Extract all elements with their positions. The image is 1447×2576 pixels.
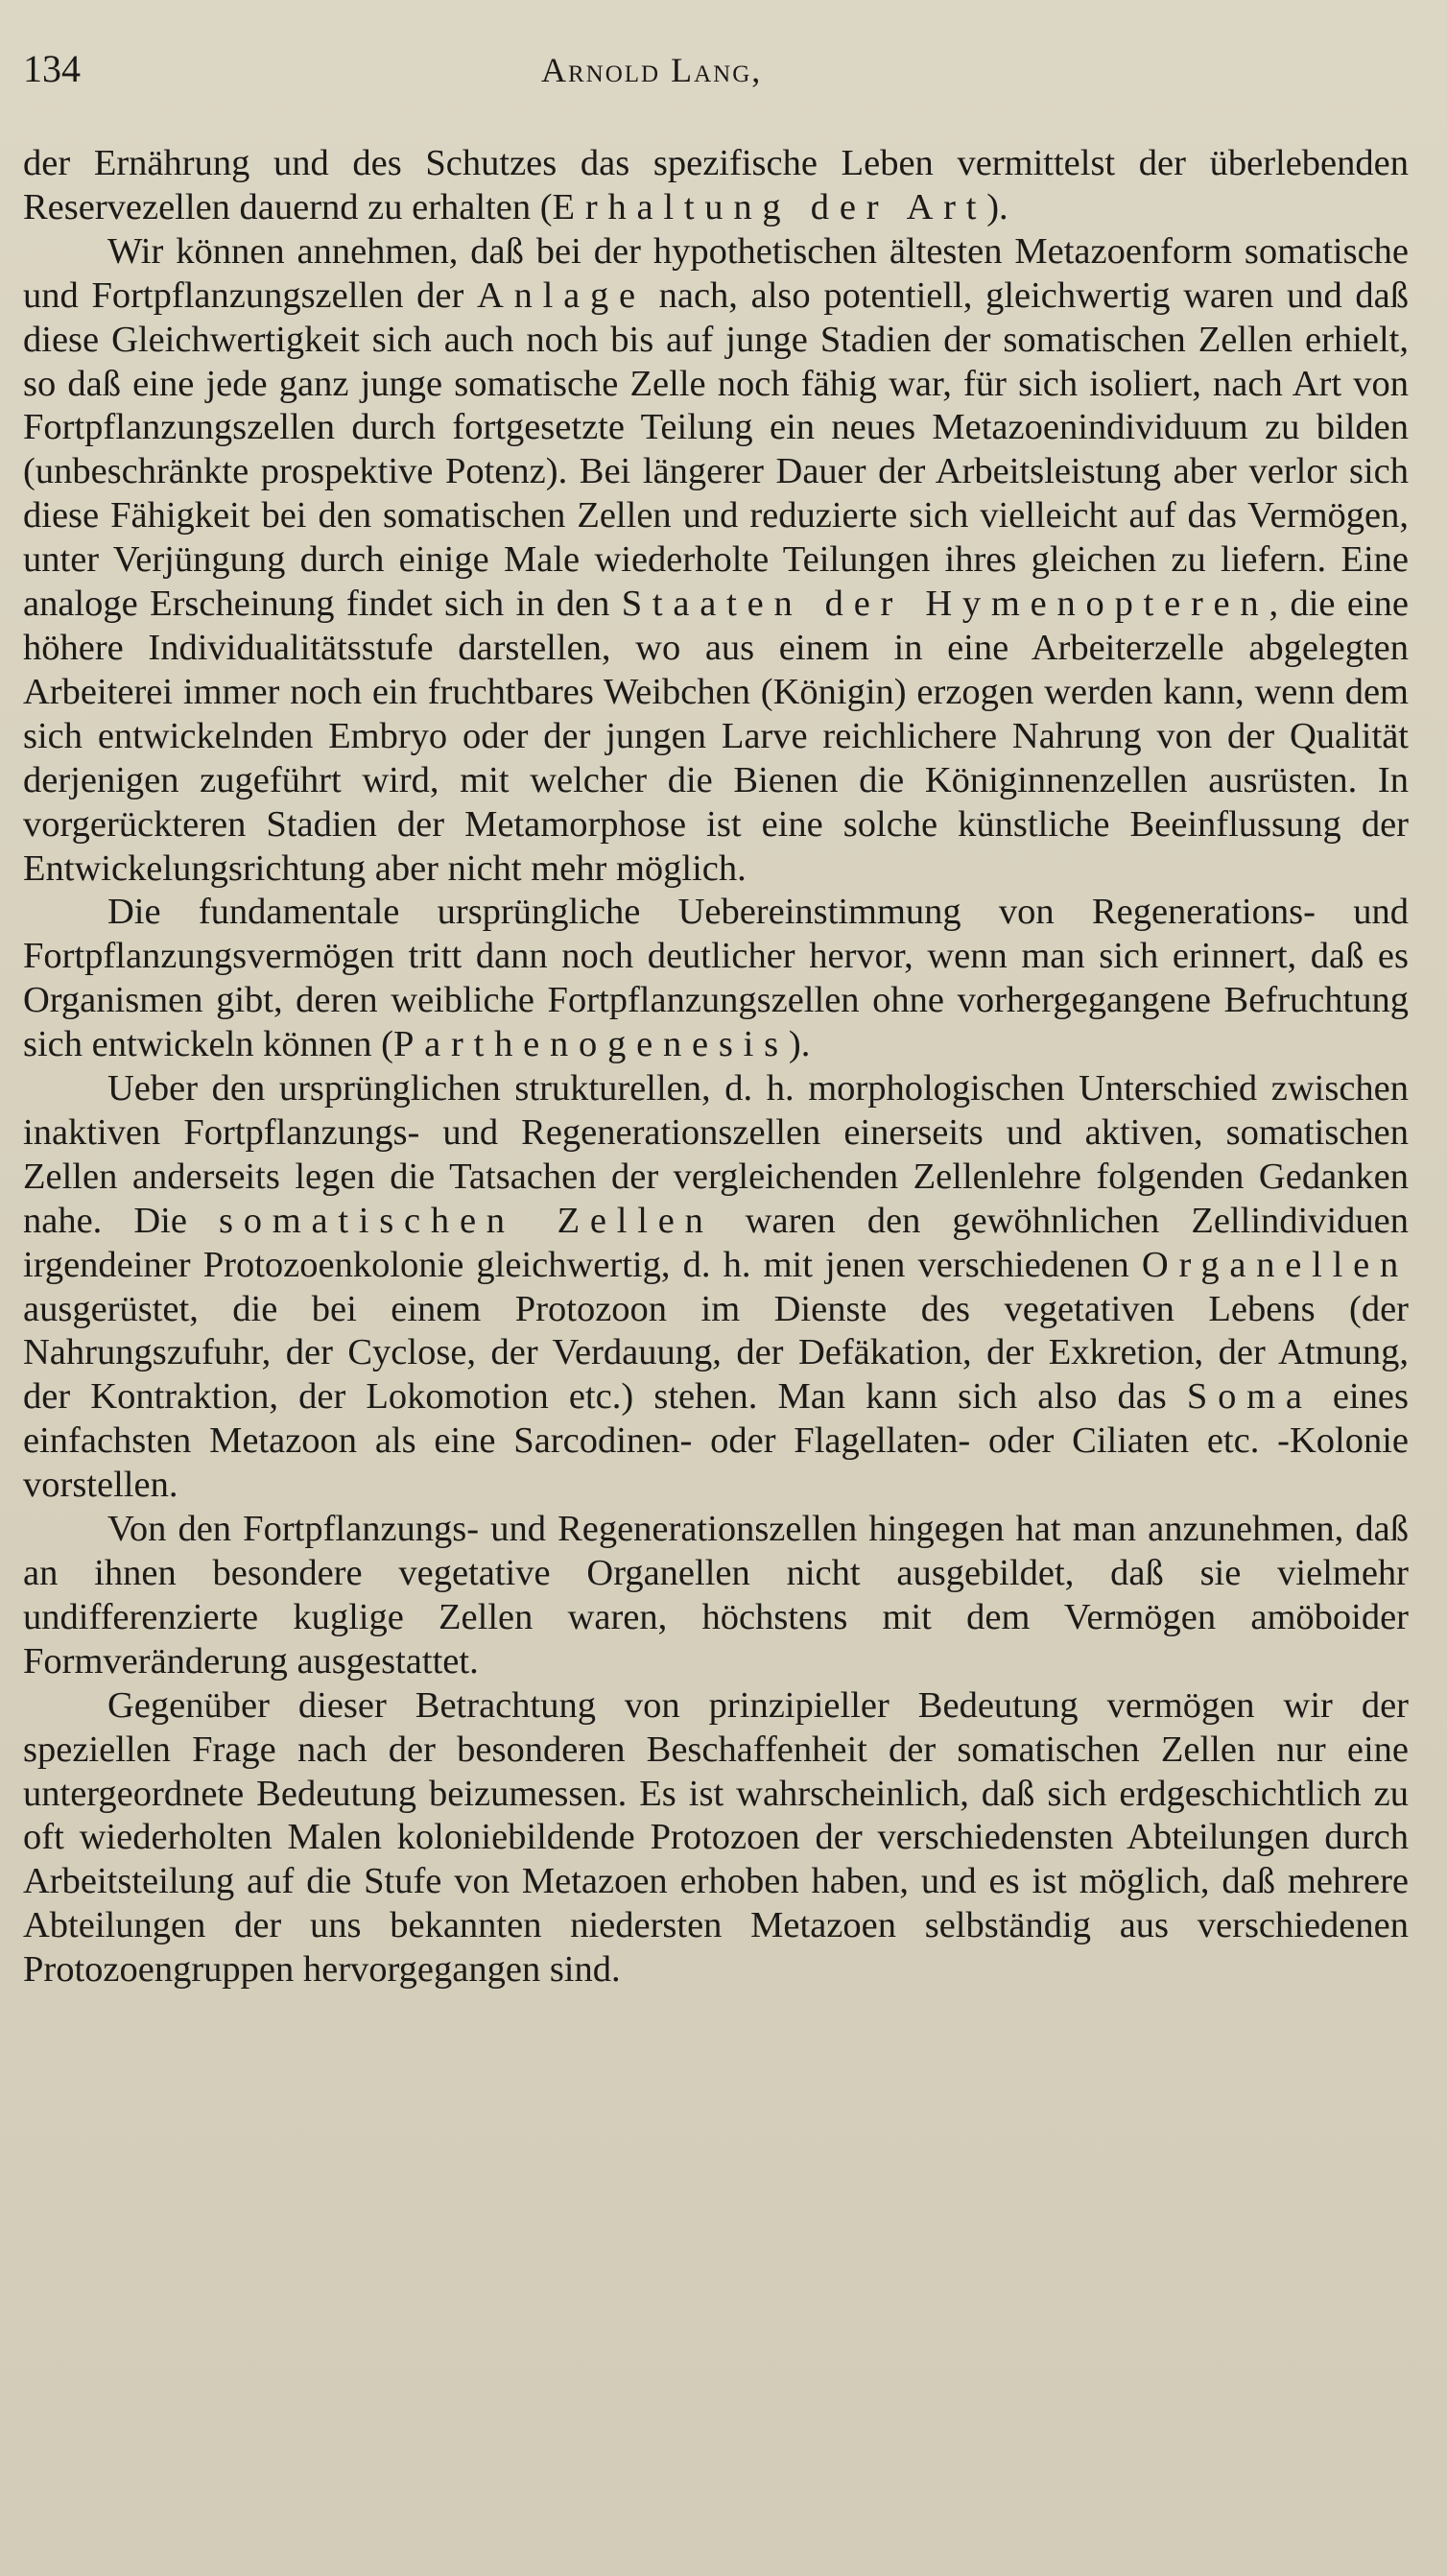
page-number: 134: [23, 47, 81, 90]
text-run: Ueber den ursprünglichen strukturellen, d. h. morphologischen Unterschied zwischen inaktiven Fortpflanzungs- und Regenerationszellen einerseits und aktiven, somatischen Zellen anderseits legen die Tatsachen der vergleichenden Zellenlehre folgenden Gedanken nahe. Die: [23, 1068, 1409, 1241]
spaced-emphasis: Staaten der Hymenopteren: [621, 584, 1269, 625]
running-head: Arnold Lang,: [541, 51, 763, 89]
page-header: [23, 46, 1409, 104]
text-run: , die eine höhere Individualitätsstufe darstellen, wo aus einem in eine Arbeiterzelle abgelegten Arbeiterei immer noch ein fruchtbares Weibchen (Königin) erzogen werden kann, wenn dem sich entwickelnden Embryo oder der jungen Larve reichlichere Nahrung von der Qualität derjenigen zugeführt wird, mit welcher die Bienen die Königinnenzellen ausrüsten. In vorgerückteren Stadien der Metamorphose ist eine solche künstliche Beeinflussung der Entwickelungsrichtung aber nicht mehr möglich.: [23, 584, 1409, 889]
paragraph: [23, 230, 1409, 892]
text-run: ).: [986, 186, 1008, 227]
spaced-emphasis: Anlage: [477, 274, 646, 316]
paragraph: [23, 1684, 1409, 1992]
paragraph: [23, 891, 1409, 1067]
body-text: [23, 142, 1409, 1992]
paragraph: [23, 142, 1409, 230]
text-run: Wir können annehmen, daß bei der hypothetischen ältesten Metazoenform somatische und Fortpflanzungszellen der: [23, 230, 1409, 316]
text-run: Von den Fortpflanzungs- und Regenerationszellen hingegen hat man anzunehmen, daß an ihnen besondere vegetative Organellen nicht ausgebildet, daß sie vielmehr undifferenzierte kuglige Zellen waren, höchstens mit dem Vermögen amöboider Formveränderung ausgestattet.: [23, 1509, 1409, 1682]
text-run: ausgerüstet, die bei einem Protozoon im Dienste des vegetativen Lebens (der Nahrungszufuhr, der Cyclose, der Verdauung, der Defäkation, der Exkretion, der Atmung, der Kontraktion, der Lokomotion etc.) stehen. Man kann sich also das: [23, 1288, 1409, 1418]
spaced-emphasis: Organellen: [1141, 1244, 1409, 1285]
spaced-emphasis: Parthenogenesis: [392, 1024, 789, 1065]
text-run: Die fundamentale ursprüngliche Uebereinstimmung von Regenerations- und Fortpflanzungsvermögen tritt dann noch deutlicher hervor, wenn man sich erinnert, daß es Organismen gibt, deren weibliche Fortpflanzungszellen ohne vorhergegangene Befruchtung sich entwickeln können (: [23, 892, 1409, 1065]
text-run: eines einfachsten Metazoon als eine Sarcodinen- oder Flagellaten- oder Ciliaten etc. -Kolonie vorstellen.: [23, 1376, 1409, 1506]
text-run: nach, also potentiell, gleichwertig waren und daß diese Gleichwertigkeit sich auch noch bis auf junge Stadien der somatischen Zellen erhielt, so daß eine jede ganz junge somatische Zelle noch fähig war, für sich isoliert, nach Art von Fortpflanzungszellen durch fortgesetzte Teilung ein neues Metazoenindividuum zu bilden (unbeschränkte prospektive Potenz). Bei längerer Dauer der Arbeitsleistung aber verlor sich diese Fähigkeit bei den somatischen Zellen und reduzierte sich vielleicht auf das Vermögen, unter Verjüngung durch einige Male wiederholte Teilungen ihres gleichen zu liefern. Eine analoge Erscheinung findet sich in den: [23, 274, 1410, 625]
paragraph: [23, 1508, 1409, 1684]
spaced-emphasis: Soma: [1186, 1376, 1313, 1418]
text-run: Gegenüber dieser Betrachtung von prinzipieller Bedeutung vermögen wir der speziellen Frage nach der besonderen Beschaffenheit der somatischen Zellen nur eine untergeordnete Bedeutung beizumessen. Es ist wahrscheinlich, daß sich erdgeschichtlich zu oft wiederholten Malen koloniebildende Protozoen der verschiedensten Abteilungen durch Arbeitsteilung auf die Stufe von Metazoen erhoben haben, und es ist möglich, daß mehrere Abteilungen der uns bekannten niedersten Metazoen selbständig aus verschiedenen Protozoengruppen hervorgegangen sind.: [23, 1684, 1409, 1991]
spaced-emphasis: somatischen Zellen: [218, 1200, 714, 1241]
spaced-emphasis: Erhaltung der Art: [552, 186, 987, 227]
paragraph: [23, 1067, 1409, 1508]
text-run: waren den gewöhnlichen Zellindividuen irgendeiner Protozoenkolonie gleichwertig, d. h. mit jenen verschiedenen: [23, 1200, 1410, 1285]
text-run: der Ernährung und des Schutzes das spezifische Leben vermittelst der überlebenden Reservezellen dauernd zu erhalten (: [23, 143, 1409, 227]
text-run: ).: [788, 1024, 811, 1065]
